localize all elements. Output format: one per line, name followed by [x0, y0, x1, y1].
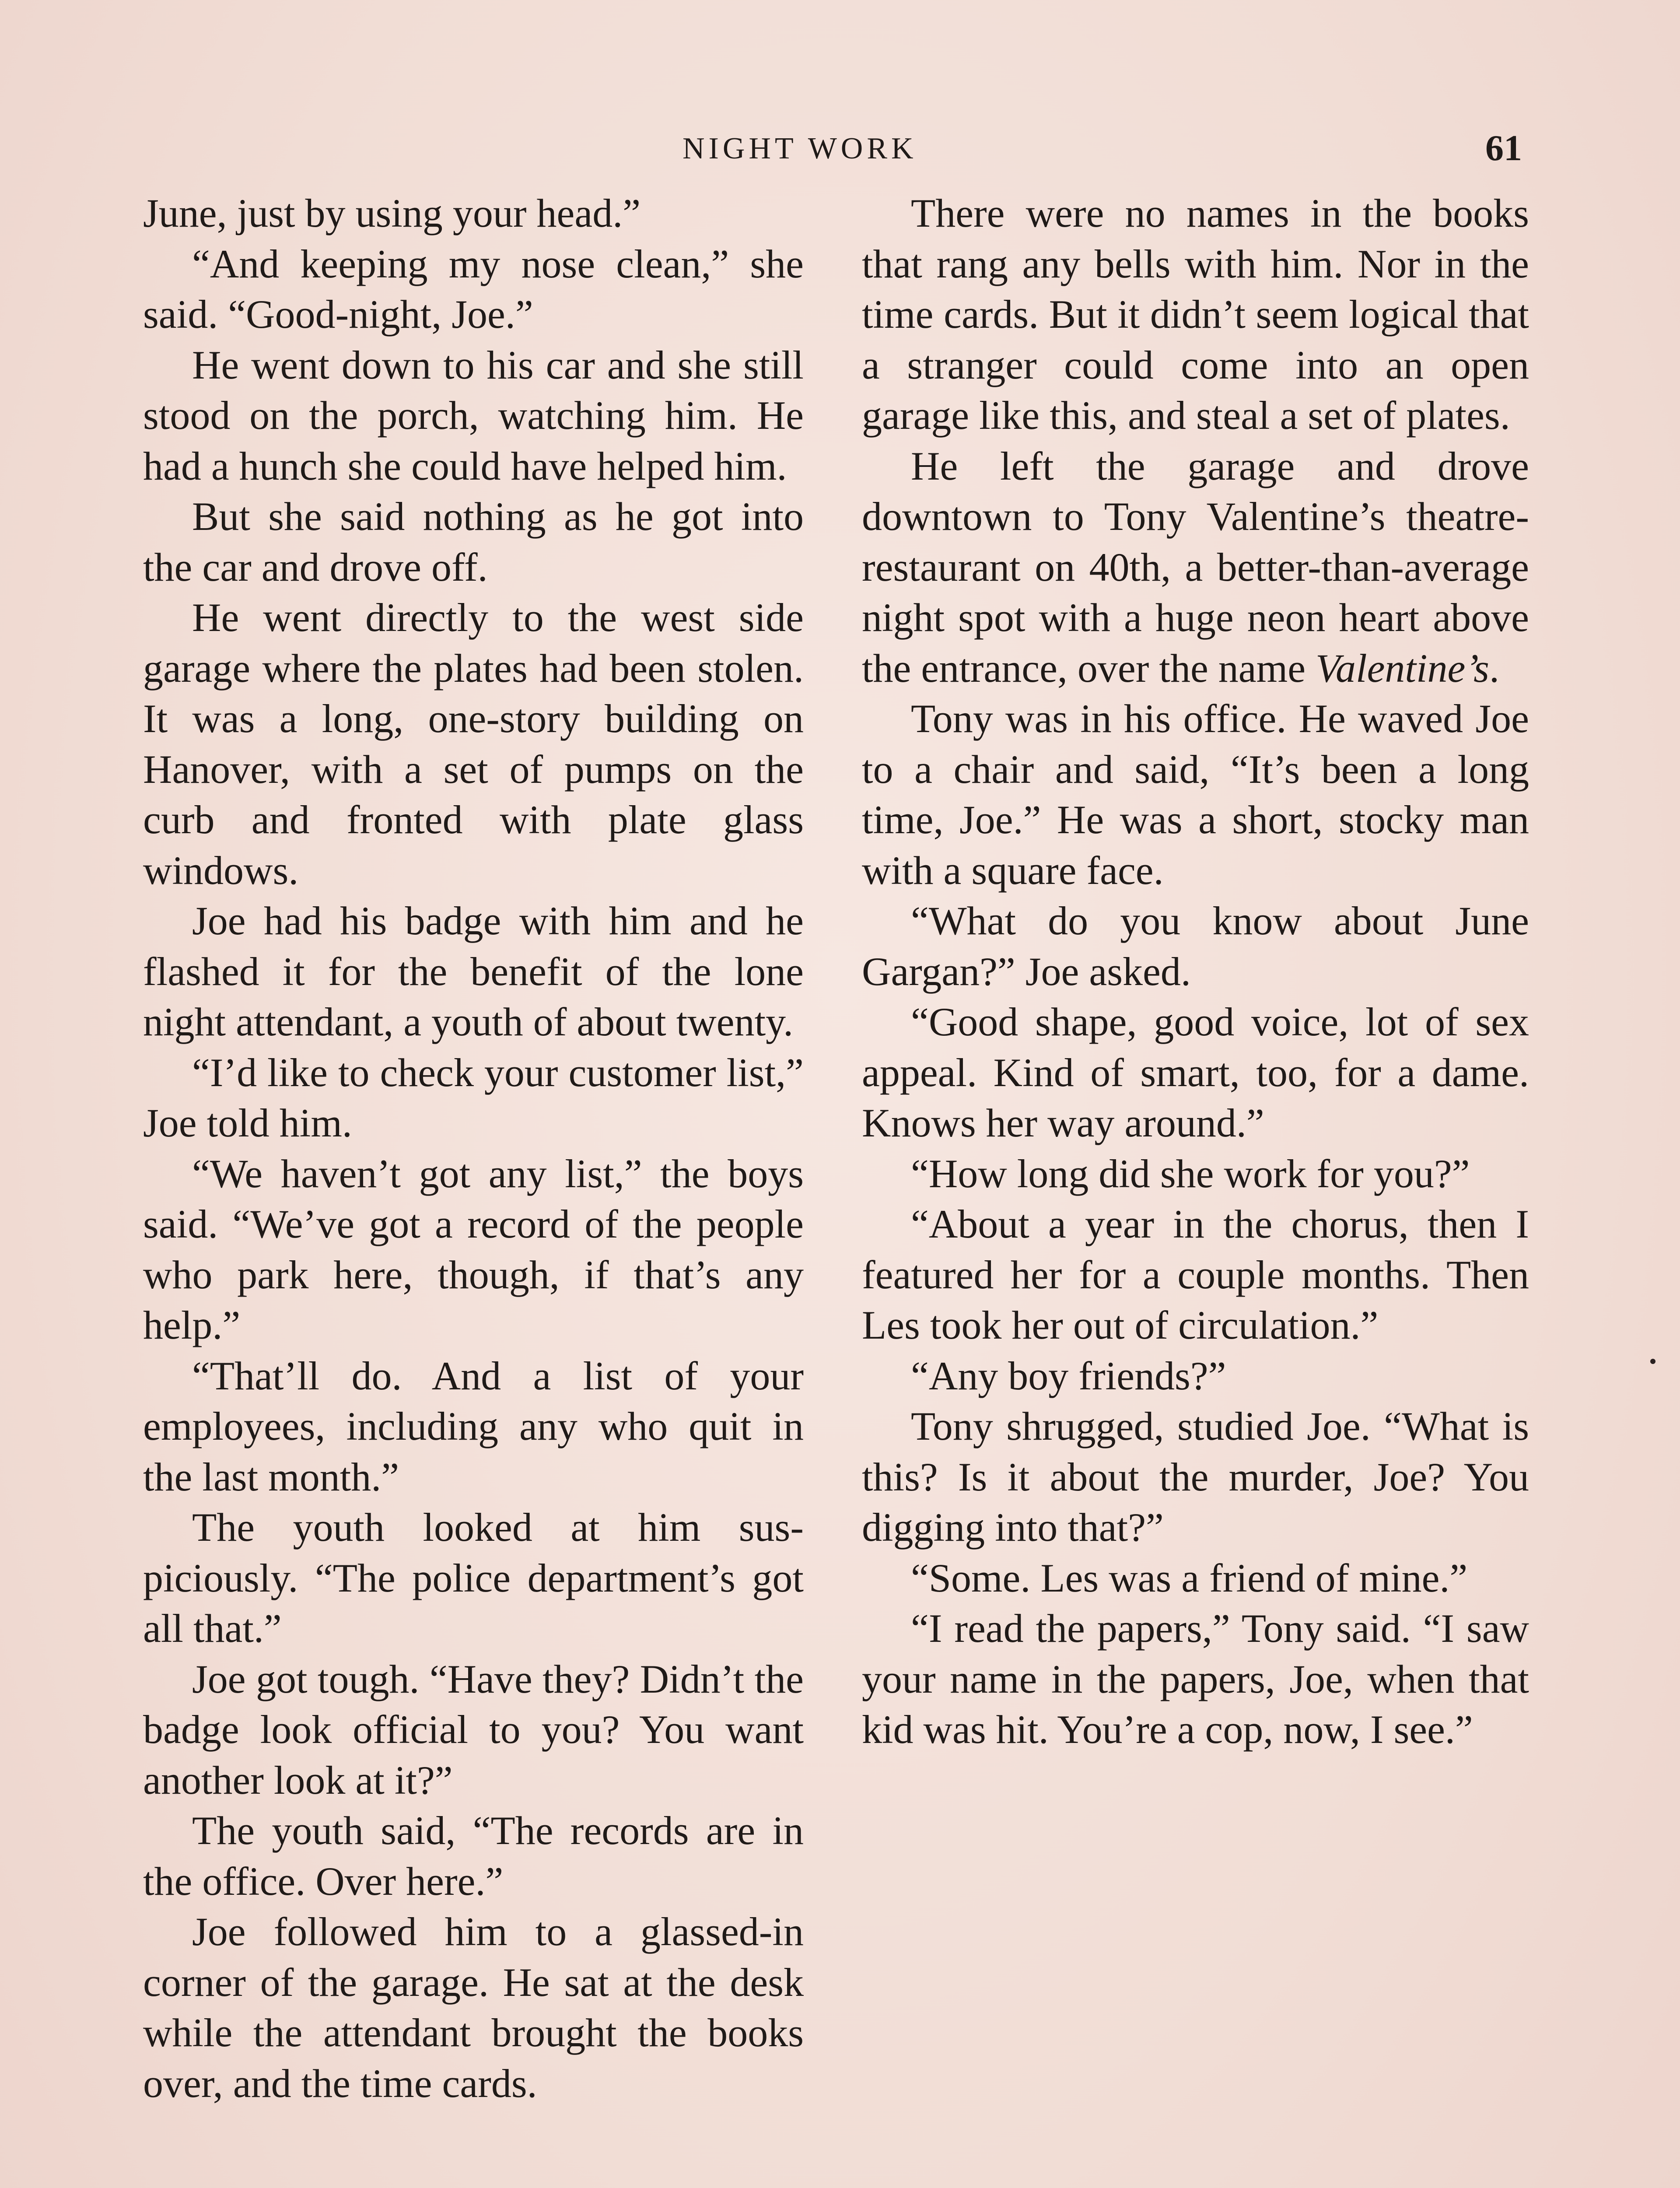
page-number: 61 [1485, 128, 1522, 168]
ink-speck [1650, 1359, 1656, 1364]
paragraph: “Good shape, good voice, lot of sex appeal. Kind of smart, too, for a dame. Knows her way around.” [862, 999, 1529, 1145]
paragraph: He went down to his car and she still stood on the porch, watching him. He had a hunch she could have helped him. [143, 342, 804, 488]
paragraph-text: He left the garage and drove downtown to Tony Valentine’s theatre-restaurant on 40th, a better-than-average night spot with a huge neon heart above the entrance, over the name [862, 443, 1529, 691]
paragraph: “I’d like to check your customer list,” Joe told him. [143, 1050, 804, 1145]
paragraph: “We haven’t got any list,” the boys said. “We’ve got a record of the people who park here, though, if that’s any help.” [143, 1151, 804, 1347]
running-head [0, 127, 1680, 179]
paragraph: “Any boy friends?” [911, 1353, 1226, 1398]
italic-establishment-name: Valentine’s [1316, 645, 1489, 691]
paragraph: “What do you know about June Gargan?” Joe asked. [862, 898, 1529, 994]
paragraph: He went directly to the west side garage where the plates had been stolen. It was a long, one-story building on Hanover, with a set of pumps on the curb and fronted with plate glass windows. [143, 595, 804, 893]
paragraph: Joe followed him to a glassed-in corner of the garage. He sat at the desk while the attendant brought the books over, and the time cards. [143, 1909, 804, 2106]
paragraph: The youth said, “The records are in the office. Over here.” [143, 1808, 804, 1904]
paragraph: “That’ll do. And a list of your employees, including any who quit in the last month.” [143, 1353, 804, 1499]
paragraph: But she said nothing as he got into the car and drove off. [143, 494, 804, 589]
running-title: NIGHT WORK [682, 132, 917, 165]
paragraph: June, just by using your head.” [143, 191, 641, 235]
paragraph: “I read the papers,” Tony said. “I saw your name in the papers, Joe, when that kid was hit. You’re a cop, now, I see.” [862, 1606, 1529, 1752]
left-column [143, 188, 804, 2109]
paragraph: Joe got tough. “Have they? Didn’t the badge look official to you? You want another look at it?” [143, 1656, 804, 1802]
paragraph: “How long did she work for you?” [911, 1151, 1470, 1196]
paragraph: Tony shrugged, studied Joe. “What is this? Is it about the murder, Joe? You digging into that?” [862, 1404, 1529, 1550]
paragraph: The youth looked at him suspiciously. “The police department’s got all that.” [143, 1505, 804, 1651]
paragraph: “Some. Les was a friend of mine.” [911, 1555, 1468, 1600]
paragraph: Joe had his badge with him and he flashed it for the benefit of the lone night attendant, a youth of about twenty. [143, 898, 804, 1044]
paragraph: There were no names in the books that rang any bells with him. Nor in the time cards. But it didn’t seem logical that a stranger could come into an open garage like this, and steal a set of plates. [862, 191, 1529, 438]
paragraph-valentines [862, 441, 1529, 694]
paragraph: Tony was in his office. He waved Joe to a chair and said, “It’s been a long time, Joe.” He was a short, stocky man with a square face. [862, 696, 1529, 893]
paragraph-end: . [1489, 645, 1499, 691]
right-column [862, 188, 1529, 1755]
paragraph: “About a year in the chorus, then I featured her for a couple months. Then Les took her out of circulation.” [862, 1202, 1529, 1347]
paragraph: “And keeping my nose clean,” she said. “Good-night, Joe.” [143, 241, 804, 337]
